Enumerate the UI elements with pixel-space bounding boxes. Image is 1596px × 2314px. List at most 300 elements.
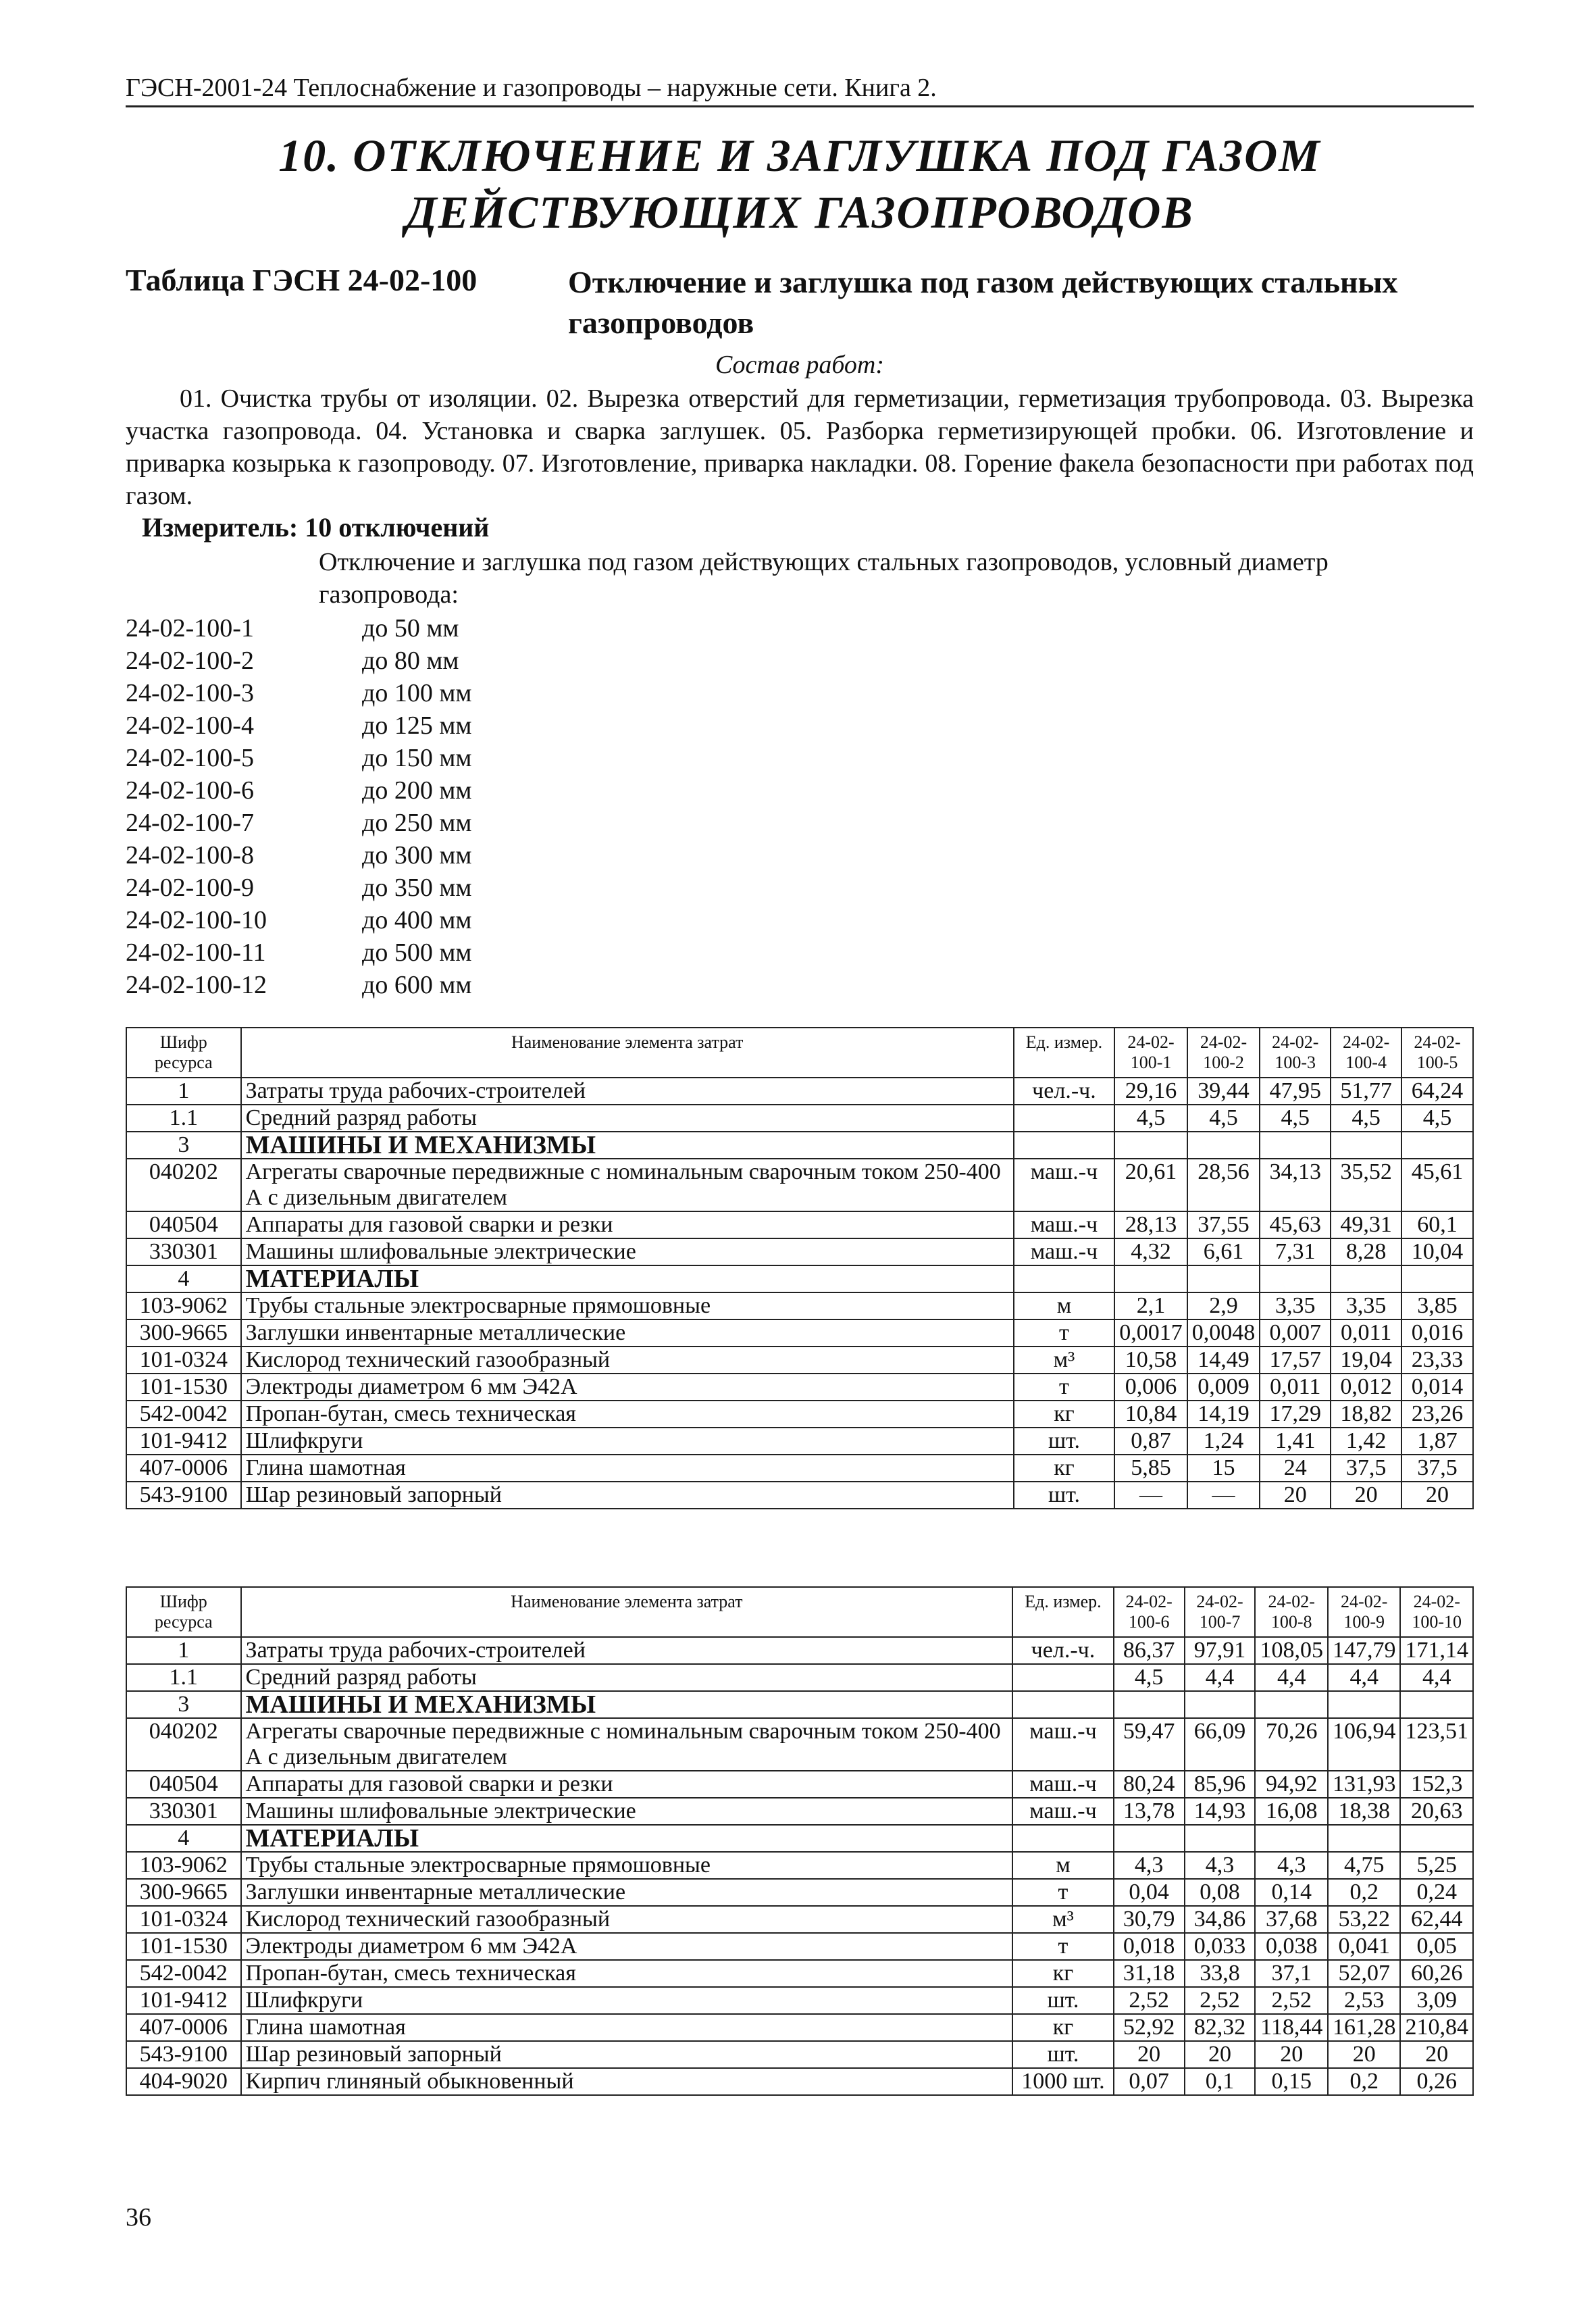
value-cell	[1185, 1825, 1256, 1852]
resource-name: Электроды диаметром 6 мм Э42А	[241, 1374, 1014, 1401]
value-cell: 37,55	[1187, 1211, 1260, 1238]
variant-row	[126, 872, 538, 904]
header-variant: 24-02-100-8	[1255, 1587, 1328, 1637]
resource-code: 543-9100	[126, 1482, 241, 1509]
resource-name: Электроды диаметром 6 мм Э42А	[241, 1933, 1013, 1960]
value-cell: 60,26	[1400, 1960, 1473, 1987]
variant-code: 24-02-100-1	[126, 614, 254, 643]
value-cell: 0,1	[1185, 2068, 1256, 2095]
resource-name: Шлифкруги	[241, 1987, 1013, 2014]
unit-cell: т	[1012, 1933, 1114, 1960]
value-cell: 94,92	[1255, 1771, 1328, 1798]
header-unit: Ед. измер.	[1014, 1028, 1115, 1078]
table-row	[126, 1771, 1473, 1798]
header-variant: 24-02-100-9	[1328, 1587, 1401, 1637]
value-cell: 51,77	[1331, 1078, 1401, 1105]
resource-code: 3	[126, 1132, 241, 1159]
table-header-row	[126, 1587, 1473, 1637]
value-cell: 24	[1260, 1455, 1331, 1482]
resource-name: Заглушки инвентарные металлические	[241, 1319, 1014, 1347]
value-cell: 17,57	[1260, 1347, 1331, 1374]
variant-code: 24-02-100-12	[126, 971, 267, 999]
value-cell: 20	[1185, 2041, 1256, 2068]
header-code: Шифр ресурса	[126, 1587, 241, 1637]
resource-name: Средний разряд работы	[241, 1664, 1013, 1691]
table-header-row	[126, 1028, 1473, 1078]
table-row	[126, 1879, 1473, 1906]
header-variant: 24-02-100-6	[1114, 1587, 1185, 1637]
header-code: Шифр ресурса	[126, 1028, 241, 1078]
variants-intro: Отключение и заглушка под газом действующих стальных газопроводов, условный диаметр газопровода:	[319, 548, 1329, 609]
unit-cell: т	[1014, 1319, 1115, 1347]
value-cell	[1260, 1265, 1331, 1292]
variant-row	[126, 969, 538, 1001]
unit-cell: шт.	[1012, 2041, 1114, 2068]
header-variant: 24-02-100-4	[1331, 1028, 1401, 1078]
value-cell: 152,3	[1400, 1771, 1473, 1798]
norm-table-2	[126, 1586, 1474, 2096]
value-cell: 4,3	[1185, 1852, 1256, 1879]
resource-code: 101-0324	[126, 1906, 241, 1933]
page-number: 36	[126, 2203, 151, 2232]
resource-code: 1	[126, 1078, 241, 1105]
unit-cell: кг	[1012, 2014, 1114, 2041]
value-cell	[1114, 1691, 1185, 1718]
unit-cell: чел.-ч.	[1012, 1637, 1114, 1664]
value-cell: 0,009	[1187, 1374, 1260, 1401]
value-cell: 0,038	[1255, 1933, 1328, 1960]
value-cell: 0,012	[1331, 1374, 1401, 1401]
value-cell: 0,041	[1328, 1933, 1401, 1960]
value-cell	[1328, 1691, 1401, 1718]
value-cell: 0,007	[1260, 1319, 1331, 1347]
value-cell: 4,5	[1401, 1105, 1473, 1132]
table-row	[126, 1211, 1473, 1238]
table-row	[126, 1798, 1473, 1825]
value-cell	[1114, 1825, 1185, 1852]
unit-cell: м	[1012, 1852, 1114, 1879]
value-cell: 19,04	[1331, 1347, 1401, 1374]
header-variant: 24-02-100-10	[1400, 1587, 1473, 1637]
resource-code: 101-1530	[126, 1374, 241, 1401]
table-row	[126, 1401, 1473, 1428]
value-cell: 20	[1328, 2041, 1401, 2068]
value-cell: 4,75	[1328, 1852, 1401, 1879]
table-row	[126, 1906, 1473, 1933]
table-row	[126, 1960, 1473, 1987]
resource-code: 1.1	[126, 1664, 241, 1691]
resource-code: 542-0042	[126, 1401, 241, 1428]
value-cell: 1,42	[1331, 1428, 1401, 1455]
value-cell: 147,79	[1328, 1637, 1401, 1664]
table-row	[126, 1078, 1473, 1105]
table-row	[126, 1637, 1473, 1664]
unit-cell: кг	[1014, 1401, 1115, 1428]
variant-code: 24-02-100-5	[126, 744, 254, 772]
unit-cell	[1012, 1691, 1114, 1718]
resource-code: 330301	[126, 1238, 241, 1265]
value-cell: 47,95	[1260, 1078, 1331, 1105]
variant-code: 24-02-100-7	[126, 809, 254, 837]
value-cell: 35,52	[1331, 1159, 1401, 1211]
value-cell: 4,4	[1185, 1664, 1256, 1691]
value-cell: 97,91	[1185, 1637, 1256, 1664]
resource-name: Пропан-бутан, смесь техническая	[241, 1401, 1014, 1428]
value-cell: 31,18	[1114, 1960, 1185, 1987]
resource-code: 3	[126, 1691, 241, 1718]
resource-name: Пропан-бутан, смесь техническая	[241, 1960, 1013, 1987]
value-cell	[1255, 1825, 1328, 1852]
value-cell: 45,63	[1260, 1211, 1331, 1238]
variant-desc: до 80 мм	[362, 647, 459, 675]
unit-cell: маш.-ч	[1014, 1159, 1115, 1211]
resource-name: Заглушки инвентарные металлические	[241, 1879, 1013, 1906]
variant-desc: до 300 мм	[362, 841, 472, 870]
resource-name: Аппараты для газовой сварки и резки	[241, 1211, 1014, 1238]
value-cell: 6,61	[1187, 1238, 1260, 1265]
table-row	[126, 1238, 1473, 1265]
table-name: Отключение и заглушка под газом действующих стальных газопроводов	[568, 265, 1398, 340]
value-cell: 37,5	[1401, 1455, 1473, 1482]
value-cell: 14,49	[1187, 1347, 1260, 1374]
value-cell: —	[1187, 1482, 1260, 1509]
value-cell: 0,0048	[1187, 1319, 1260, 1347]
section-name: МАШИНЫ И МЕХАНИЗМЫ	[241, 1691, 1013, 1718]
norm-table-1	[126, 1027, 1474, 1509]
value-cell: 0,018	[1114, 1933, 1185, 1960]
resource-code: 101-9412	[126, 1987, 241, 2014]
variant-row	[126, 709, 538, 742]
value-cell: 2,52	[1185, 1987, 1256, 2014]
value-cell: 52,92	[1114, 2014, 1185, 2041]
value-cell: 20	[1401, 1482, 1473, 1509]
value-cell: 37,1	[1255, 1960, 1328, 1987]
resource-code: 300-9665	[126, 1319, 241, 1347]
value-cell: 14,19	[1187, 1401, 1260, 1428]
value-cell: 82,32	[1185, 2014, 1256, 2041]
value-cell	[1114, 1132, 1187, 1159]
value-cell: 0,014	[1401, 1374, 1473, 1401]
value-cell	[1185, 1691, 1256, 1718]
value-cell: 106,94	[1328, 1718, 1401, 1771]
value-cell: 4,4	[1328, 1664, 1401, 1691]
value-cell: 2,52	[1114, 1987, 1185, 2014]
value-cell	[1114, 1265, 1187, 1292]
resource-name: Агрегаты сварочные передвижные с номинальным сварочным током 250-400 А с дизельным двигателем	[241, 1718, 1013, 1771]
variant-row	[126, 774, 538, 807]
unit-cell: м³	[1012, 1906, 1114, 1933]
resource-code: 040202	[126, 1159, 241, 1211]
value-cell: 70,26	[1255, 1718, 1328, 1771]
resource-name: Машины шлифовальные электрические	[241, 1798, 1013, 1825]
value-cell: 4,5	[1260, 1105, 1331, 1132]
resource-code: 330301	[126, 1798, 241, 1825]
variant-code: 24-02-100-2	[126, 647, 254, 675]
value-cell	[1331, 1265, 1401, 1292]
variant-desc: до 125 мм	[362, 711, 472, 740]
value-cell: 2,1	[1114, 1292, 1187, 1319]
variant-row	[126, 742, 538, 774]
variant-code: 24-02-100-4	[126, 711, 254, 740]
value-cell: 0,016	[1401, 1319, 1473, 1347]
resource-name: Шар резиновый запорный	[241, 2041, 1013, 2068]
variant-row	[126, 904, 538, 936]
value-cell: 0,2	[1328, 2068, 1401, 2095]
resource-code: 404-9020	[126, 2068, 241, 2095]
value-cell: 37,68	[1255, 1906, 1328, 1933]
value-cell: 4,3	[1114, 1852, 1185, 1879]
value-cell: 2,53	[1328, 1987, 1401, 2014]
resource-code: 101-9412	[126, 1428, 241, 1455]
header-name: Наименование элемента затрат	[241, 1587, 1013, 1637]
value-cell: 171,14	[1400, 1637, 1473, 1664]
value-cell: 34,86	[1185, 1906, 1256, 1933]
value-cell: 28,56	[1187, 1159, 1260, 1211]
value-cell	[1400, 1691, 1473, 1718]
value-cell: 86,37	[1114, 1637, 1185, 1664]
section-title-line-2: ДЕЙСТВУЮЩИХ ГАЗОПРОВОДОВ	[405, 186, 1194, 238]
table-row	[126, 1292, 1473, 1319]
value-cell: 53,22	[1328, 1906, 1401, 1933]
value-cell: 17,29	[1260, 1401, 1331, 1428]
value-cell	[1328, 1825, 1401, 1852]
value-cell: 15	[1187, 1455, 1260, 1482]
header-variant: 24-02-100-2	[1187, 1028, 1260, 1078]
resource-name: Затраты труда рабочих-строителей	[241, 1078, 1014, 1105]
resource-code: 101-1530	[126, 1933, 241, 1960]
table-row	[126, 2014, 1473, 2041]
value-cell: 16,08	[1255, 1798, 1328, 1825]
section-row	[126, 1825, 1473, 1852]
resource-code: 407-0006	[126, 2014, 241, 2041]
value-cell: 23,33	[1401, 1347, 1473, 1374]
unit-cell: шт.	[1014, 1428, 1115, 1455]
value-cell: 4,32	[1114, 1238, 1187, 1265]
variant-row	[126, 612, 538, 645]
variant-code: 24-02-100-10	[126, 906, 267, 934]
table-row	[126, 1319, 1473, 1347]
value-cell: 18,38	[1328, 1798, 1401, 1825]
value-cell: 52,07	[1328, 1960, 1401, 1987]
variants-list	[126, 612, 538, 1001]
value-cell: 33,8	[1185, 1960, 1256, 1987]
value-cell: 4,5	[1187, 1105, 1260, 1132]
unit-cell: т	[1012, 1879, 1114, 1906]
unit-cell: шт.	[1014, 1482, 1115, 1509]
value-cell	[1187, 1265, 1260, 1292]
table-row	[126, 1159, 1473, 1211]
value-cell: 0,2	[1328, 1879, 1401, 1906]
value-cell: 20	[1400, 2041, 1473, 2068]
resource-name: Агрегаты сварочные передвижные с номинальным сварочным током 250-400 А с дизельным двигателем	[241, 1159, 1014, 1211]
table-row	[126, 1718, 1473, 1771]
table-row	[126, 1482, 1473, 1509]
resource-name: Кислород технический газообразный	[241, 1906, 1013, 1933]
resource-code: 040202	[126, 1718, 241, 1771]
value-cell	[1255, 1691, 1328, 1718]
value-cell: 60,1	[1401, 1211, 1473, 1238]
value-cell: 4,3	[1255, 1852, 1328, 1879]
table-row	[126, 1347, 1473, 1374]
value-cell: 118,44	[1255, 2014, 1328, 2041]
value-cell: 0,006	[1114, 1374, 1187, 1401]
resource-name: Кислород технический газообразный	[241, 1347, 1014, 1374]
value-cell: 0,011	[1331, 1319, 1401, 1347]
composition-text: 01. Очистка трубы от изоляции. 02. Вырезка отверстий для герметизации, герметизация трубопровода. 03. Вырезка участка газопровода. 04. Установка и сварка заглушек. 05. Разборка герметизирующей пробки. 06. Изготовление и приварка козырька к газопроводу. 07. Изготовление, приварка накладки. 08. Горение факела безопасности при работах под газом.	[126, 384, 1474, 510]
section-row	[126, 1265, 1473, 1292]
value-cell: 5,25	[1400, 1852, 1473, 1879]
section-title-line-1: 10. ОТКЛЮЧЕНИЕ И ЗАГЛУШКА ПОД ГАЗОМ	[278, 130, 1321, 181]
variant-code: 24-02-100-11	[126, 938, 266, 967]
value-cell: 0,011	[1260, 1374, 1331, 1401]
header-variant: 24-02-100-1	[1114, 1028, 1187, 1078]
table-row	[126, 2068, 1473, 2095]
table-row	[126, 1428, 1473, 1455]
section-row	[126, 1691, 1473, 1718]
value-cell: 20,61	[1114, 1159, 1187, 1211]
value-cell: 20	[1255, 2041, 1328, 2068]
resource-code: 543-9100	[126, 2041, 241, 2068]
value-cell: 14,93	[1185, 1798, 1256, 1825]
value-cell: 37,5	[1331, 1455, 1401, 1482]
resource-name: Машины шлифовальные электрические	[241, 1238, 1014, 1265]
value-cell: 0,26	[1400, 2068, 1473, 2095]
variant-desc: до 50 мм	[362, 614, 459, 643]
resource-name: Трубы стальные электросварные прямошовные	[241, 1852, 1013, 1879]
value-cell: 1,41	[1260, 1428, 1331, 1455]
value-cell: 0,87	[1114, 1428, 1187, 1455]
variant-desc: до 200 мм	[362, 776, 472, 805]
resource-code: 101-0324	[126, 1347, 241, 1374]
unit-cell: кг	[1014, 1455, 1115, 1482]
variant-code: 24-02-100-6	[126, 776, 254, 805]
value-cell: 10,04	[1401, 1238, 1473, 1265]
unit-cell: 1000 шт.	[1012, 2068, 1114, 2095]
unit-cell: маш.-ч	[1012, 1718, 1114, 1771]
variant-row	[126, 936, 538, 969]
header-variant: 24-02-100-5	[1401, 1028, 1473, 1078]
variant-row	[126, 677, 538, 709]
unit-cell: кг	[1012, 1960, 1114, 1987]
unit-cell: чел.-ч.	[1014, 1078, 1115, 1105]
resource-code: 103-9062	[126, 1852, 241, 1879]
value-cell: 5,85	[1114, 1455, 1187, 1482]
value-cell: 0,05	[1400, 1933, 1473, 1960]
value-cell: 0,15	[1255, 2068, 1328, 2095]
variant-row	[126, 839, 538, 872]
value-cell: 64,24	[1401, 1078, 1473, 1105]
value-cell: —	[1114, 1482, 1187, 1509]
value-cell: 161,28	[1328, 2014, 1401, 2041]
value-cell: 39,44	[1187, 1078, 1260, 1105]
resource-code: 4	[126, 1825, 241, 1852]
resource-code: 040504	[126, 1211, 241, 1238]
value-cell	[1331, 1132, 1401, 1159]
variant-code: 24-02-100-3	[126, 679, 254, 707]
resource-code: 542-0042	[126, 1960, 241, 1987]
value-cell: 0,24	[1400, 1879, 1473, 1906]
value-cell: 85,96	[1185, 1771, 1256, 1798]
resource-name: Глина шамотная	[241, 1455, 1014, 1482]
resource-code: 4	[126, 1265, 241, 1292]
table-row	[126, 2041, 1473, 2068]
value-cell: 34,13	[1260, 1159, 1331, 1211]
resource-name: Затраты труда рабочих-строителей	[241, 1637, 1013, 1664]
value-cell: 123,51	[1400, 1718, 1473, 1771]
value-cell: 4,4	[1255, 1664, 1328, 1691]
value-cell: 20,63	[1400, 1798, 1473, 1825]
table-row	[126, 1852, 1473, 1879]
unit-cell	[1012, 1664, 1114, 1691]
variant-desc: до 100 мм	[362, 679, 472, 707]
header-variant: 24-02-100-7	[1185, 1587, 1256, 1637]
value-cell: 3,35	[1331, 1292, 1401, 1319]
value-cell: 10,84	[1114, 1401, 1187, 1428]
value-cell: 20	[1114, 2041, 1185, 2068]
page-header: ГЭСН-2001-24 Теплоснабжение и газопроводы – наружные сети. Книга 2.	[126, 73, 1474, 107]
value-cell: 3,35	[1260, 1292, 1331, 1319]
table-row	[126, 1933, 1473, 1960]
table-row	[126, 1664, 1473, 1691]
value-cell: 131,93	[1328, 1771, 1401, 1798]
resource-name: Трубы стальные электросварные прямошовные	[241, 1292, 1014, 1319]
unit-cell	[1014, 1132, 1115, 1159]
unit-cell: маш.-ч	[1014, 1211, 1115, 1238]
resource-code: 300-9665	[126, 1879, 241, 1906]
value-cell: 2,9	[1187, 1292, 1260, 1319]
value-cell	[1260, 1132, 1331, 1159]
value-cell: 0,033	[1185, 1933, 1256, 1960]
value-cell: 0,08	[1185, 1879, 1256, 1906]
resource-name: Аппараты для газовой сварки и резки	[241, 1771, 1013, 1798]
value-cell	[1401, 1265, 1473, 1292]
value-cell: 45,61	[1401, 1159, 1473, 1211]
unit-cell	[1012, 1825, 1114, 1852]
header-name: Наименование элемента затрат	[241, 1028, 1014, 1078]
value-cell: 210,84	[1400, 2014, 1473, 2041]
unit-cell	[1014, 1105, 1115, 1132]
header-variant: 24-02-100-3	[1260, 1028, 1331, 1078]
value-cell: 80,24	[1114, 1771, 1185, 1798]
value-cell	[1187, 1132, 1260, 1159]
value-cell: 1,87	[1401, 1428, 1473, 1455]
value-cell: 4,4	[1400, 1664, 1473, 1691]
value-cell: 20	[1331, 1482, 1401, 1509]
resource-code: 407-0006	[126, 1455, 241, 1482]
value-cell: 49,31	[1331, 1211, 1401, 1238]
section-name: МАТЕРИАЛЫ	[241, 1265, 1014, 1292]
value-cell: 59,47	[1114, 1718, 1185, 1771]
value-cell: 20	[1260, 1482, 1331, 1509]
value-cell: 0,14	[1255, 1879, 1328, 1906]
unit-cell: м	[1014, 1292, 1115, 1319]
variant-row	[126, 807, 538, 839]
value-cell: 18,82	[1331, 1401, 1401, 1428]
variant-code: 24-02-100-9	[126, 874, 254, 902]
value-cell: 28,13	[1114, 1211, 1187, 1238]
measure-unit: Измеритель: 10 отключений	[142, 512, 490, 543]
resource-name: Средний разряд работы	[241, 1105, 1014, 1132]
variant-desc: до 150 мм	[362, 744, 472, 772]
section-row	[126, 1132, 1473, 1159]
table-row	[126, 1105, 1473, 1132]
header-unit: Ед. измер.	[1012, 1587, 1114, 1637]
value-cell: 108,05	[1255, 1637, 1328, 1664]
unit-cell: маш.-ч	[1012, 1771, 1114, 1798]
composition-title: Состав работ:	[715, 351, 885, 379]
section-name: МАТЕРИАЛЫ	[241, 1825, 1013, 1852]
section-title	[126, 127, 1474, 241]
